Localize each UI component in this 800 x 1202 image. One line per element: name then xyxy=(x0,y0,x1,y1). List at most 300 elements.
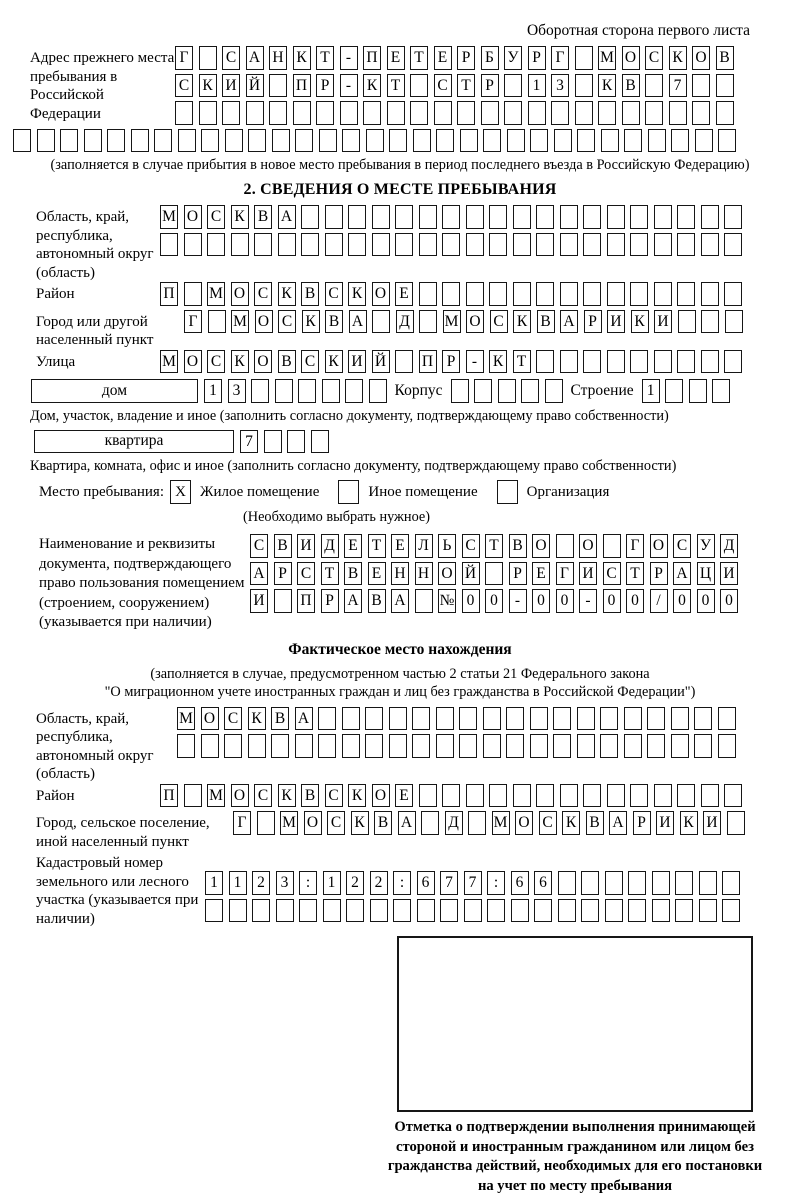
char-box[interactable]: 0 xyxy=(485,589,503,613)
char-box[interactable]: М xyxy=(207,784,225,808)
char-box[interactable] xyxy=(177,734,195,758)
char-box[interactable] xyxy=(556,534,574,558)
char-box[interactable] xyxy=(483,707,501,731)
char-box[interactable]: О xyxy=(532,534,550,558)
char-box[interactable]: Т xyxy=(513,350,531,374)
char-box[interactable]: Т xyxy=(368,534,386,558)
char-box[interactable] xyxy=(451,379,469,403)
char-box[interactable] xyxy=(389,734,407,758)
char-box[interactable] xyxy=(483,129,501,153)
char-box[interactable] xyxy=(647,707,665,731)
char-box[interactable]: А xyxy=(295,707,313,731)
char-box[interactable]: К xyxy=(513,310,531,334)
char-box[interactable] xyxy=(207,233,225,257)
char-box[interactable] xyxy=(701,350,719,374)
char-box[interactable] xyxy=(412,734,430,758)
char-box[interactable] xyxy=(365,707,383,731)
char-box[interactable]: 6 xyxy=(534,871,552,895)
char-box[interactable] xyxy=(481,101,499,125)
char-box[interactable] xyxy=(725,310,743,334)
char-box[interactable] xyxy=(222,101,240,125)
char-box[interactable]: О xyxy=(184,350,202,374)
char-box[interactable]: - xyxy=(579,589,597,613)
char-box[interactable]: 3 xyxy=(228,379,246,403)
char-box[interactable] xyxy=(413,129,431,153)
char-box[interactable] xyxy=(316,101,334,125)
char-box[interactable] xyxy=(412,707,430,731)
char-box[interactable] xyxy=(689,379,707,403)
char-box[interactable]: С xyxy=(434,74,452,98)
char-box[interactable] xyxy=(506,707,524,731)
char-box[interactable] xyxy=(60,129,78,153)
char-box[interactable]: О xyxy=(372,282,390,306)
stay-type-checkbox-residential[interactable]: X xyxy=(170,480,191,504)
char-box[interactable]: О xyxy=(515,811,533,835)
char-box[interactable] xyxy=(342,707,360,731)
char-box[interactable]: М xyxy=(177,707,195,731)
char-box[interactable] xyxy=(506,734,524,758)
char-box[interactable]: А xyxy=(278,205,296,229)
char-box[interactable] xyxy=(536,233,554,257)
char-box[interactable]: Г xyxy=(626,534,644,558)
char-box[interactable]: Р xyxy=(321,589,339,613)
char-box[interactable]: 0 xyxy=(626,589,644,613)
char-box[interactable]: О xyxy=(438,562,456,586)
char-box[interactable]: В xyxy=(278,350,296,374)
char-box[interactable]: А xyxy=(398,811,416,835)
char-box[interactable] xyxy=(389,707,407,731)
char-box[interactable]: В xyxy=(537,310,555,334)
char-box[interactable]: И xyxy=(222,74,240,98)
char-box[interactable]: Р xyxy=(316,74,334,98)
char-box[interactable] xyxy=(417,899,435,923)
char-box[interactable] xyxy=(395,205,413,229)
char-box[interactable] xyxy=(513,282,531,306)
char-box[interactable] xyxy=(654,282,672,306)
char-box[interactable]: П xyxy=(419,350,437,374)
char-box[interactable] xyxy=(201,129,219,153)
char-box[interactable]: К xyxy=(348,282,366,306)
char-box[interactable]: Д xyxy=(321,534,339,558)
char-box[interactable]: М xyxy=(231,310,249,334)
char-box[interactable]: Е xyxy=(434,46,452,70)
char-box[interactable] xyxy=(624,707,642,731)
char-box[interactable] xyxy=(536,282,554,306)
char-box[interactable]: И xyxy=(250,589,268,613)
char-box[interactable] xyxy=(231,233,249,257)
char-box[interactable] xyxy=(530,707,548,731)
char-box[interactable] xyxy=(271,734,289,758)
char-box[interactable] xyxy=(630,350,648,374)
char-box[interactable] xyxy=(487,899,505,923)
char-box[interactable]: К xyxy=(302,310,320,334)
char-box[interactable] xyxy=(229,899,247,923)
char-box[interactable] xyxy=(583,205,601,229)
char-box[interactable]: 0 xyxy=(532,589,550,613)
char-box[interactable] xyxy=(287,430,305,454)
char-box[interactable] xyxy=(545,379,563,403)
char-box[interactable] xyxy=(513,784,531,808)
char-box[interactable]: 0 xyxy=(462,589,480,613)
char-box[interactable] xyxy=(677,233,695,257)
char-box[interactable]: П xyxy=(363,46,381,70)
char-box[interactable] xyxy=(630,233,648,257)
char-box[interactable]: В xyxy=(271,707,289,731)
char-box[interactable]: Г xyxy=(175,46,193,70)
char-box[interactable]: С xyxy=(325,784,343,808)
char-box[interactable]: Е xyxy=(344,534,362,558)
char-box[interactable] xyxy=(694,734,712,758)
char-box[interactable]: 0 xyxy=(603,589,621,613)
char-box[interactable] xyxy=(131,129,149,153)
char-box[interactable]: В xyxy=(301,282,319,306)
char-box[interactable]: Е xyxy=(391,534,409,558)
char-box[interactable]: М xyxy=(280,811,298,835)
char-box[interactable]: О xyxy=(372,784,390,808)
char-box[interactable] xyxy=(442,205,460,229)
char-box[interactable] xyxy=(581,871,599,895)
char-box[interactable] xyxy=(692,101,710,125)
char-box[interactable] xyxy=(468,811,486,835)
char-box[interactable] xyxy=(628,899,646,923)
char-box[interactable]: Р xyxy=(442,350,460,374)
char-box[interactable] xyxy=(671,734,689,758)
char-box[interactable]: В xyxy=(301,784,319,808)
char-box[interactable] xyxy=(507,129,525,153)
char-box[interactable] xyxy=(459,707,477,731)
char-box[interactable]: Е xyxy=(387,46,405,70)
char-box[interactable] xyxy=(436,707,454,731)
char-box[interactable] xyxy=(624,734,642,758)
char-box[interactable]: Б xyxy=(481,46,499,70)
char-box[interactable] xyxy=(504,74,522,98)
char-box[interactable] xyxy=(342,734,360,758)
char-box[interactable] xyxy=(319,129,337,153)
char-box[interactable] xyxy=(37,129,55,153)
char-box[interactable]: 3 xyxy=(276,871,294,895)
char-box[interactable] xyxy=(727,811,745,835)
char-box[interactable]: С xyxy=(327,811,345,835)
char-box[interactable] xyxy=(278,233,296,257)
char-box[interactable] xyxy=(184,233,202,257)
char-box[interactable] xyxy=(598,101,616,125)
char-box[interactable]: Г xyxy=(233,811,251,835)
char-box[interactable] xyxy=(257,811,275,835)
char-box[interactable] xyxy=(498,379,516,403)
char-box[interactable] xyxy=(372,205,390,229)
char-box[interactable]: Е xyxy=(395,784,413,808)
char-box[interactable] xyxy=(372,233,390,257)
char-box[interactable]: Г xyxy=(551,46,569,70)
char-box[interactable] xyxy=(372,310,390,334)
char-box[interactable] xyxy=(269,74,287,98)
char-box[interactable]: О xyxy=(184,205,202,229)
char-box[interactable] xyxy=(654,350,672,374)
char-box[interactable]: К xyxy=(231,350,249,374)
char-box[interactable] xyxy=(199,46,217,70)
char-box[interactable] xyxy=(560,233,578,257)
char-box[interactable]: : xyxy=(393,871,411,895)
char-box[interactable]: Й xyxy=(462,562,480,586)
char-box[interactable]: В xyxy=(344,562,362,586)
char-box[interactable]: 0 xyxy=(673,589,691,613)
char-box[interactable] xyxy=(605,871,623,895)
char-box[interactable]: - xyxy=(340,46,358,70)
char-box[interactable]: 1 xyxy=(642,379,660,403)
char-box[interactable]: С xyxy=(254,282,272,306)
char-box[interactable] xyxy=(581,899,599,923)
char-box[interactable] xyxy=(342,129,360,153)
char-box[interactable] xyxy=(560,282,578,306)
char-box[interactable] xyxy=(724,282,742,306)
char-box[interactable] xyxy=(536,205,554,229)
char-box[interactable] xyxy=(712,379,730,403)
char-box[interactable]: С xyxy=(175,74,193,98)
char-box[interactable] xyxy=(536,350,554,374)
char-box[interactable] xyxy=(718,734,736,758)
char-box[interactable]: Н xyxy=(415,562,433,586)
char-box[interactable] xyxy=(583,350,601,374)
char-box[interactable] xyxy=(395,350,413,374)
char-box[interactable] xyxy=(607,350,625,374)
char-box[interactable]: Е xyxy=(532,562,550,586)
char-box[interactable]: В xyxy=(586,811,604,835)
char-box[interactable]: К xyxy=(248,707,266,731)
char-box[interactable] xyxy=(485,562,503,586)
char-box[interactable] xyxy=(293,101,311,125)
char-box[interactable]: О xyxy=(231,282,249,306)
char-box[interactable] xyxy=(718,707,736,731)
char-box[interactable] xyxy=(325,233,343,257)
char-box[interactable]: С xyxy=(207,350,225,374)
char-box[interactable]: - xyxy=(466,350,484,374)
char-box[interactable]: С xyxy=(325,282,343,306)
char-box[interactable]: Д xyxy=(720,534,738,558)
char-box[interactable]: К xyxy=(199,74,217,98)
char-box[interactable] xyxy=(716,74,734,98)
char-box[interactable] xyxy=(677,784,695,808)
char-box[interactable] xyxy=(583,784,601,808)
stay-type-checkbox-organization[interactable] xyxy=(497,480,518,504)
char-box[interactable] xyxy=(275,379,293,403)
char-box[interactable]: : xyxy=(299,871,317,895)
char-box[interactable] xyxy=(295,734,313,758)
char-box[interactable]: М xyxy=(160,350,178,374)
char-box[interactable]: О xyxy=(254,350,272,374)
char-box[interactable] xyxy=(701,784,719,808)
char-box[interactable] xyxy=(274,589,292,613)
char-box[interactable]: Р xyxy=(633,811,651,835)
char-box[interactable] xyxy=(558,899,576,923)
char-box[interactable]: П xyxy=(160,282,178,306)
char-box[interactable]: 1 xyxy=(323,871,341,895)
char-box[interactable] xyxy=(410,101,428,125)
char-box[interactable] xyxy=(323,899,341,923)
char-box[interactable] xyxy=(107,129,125,153)
char-box[interactable]: О xyxy=(650,534,668,558)
char-box[interactable]: Г xyxy=(184,310,202,334)
char-box[interactable]: Н xyxy=(269,46,287,70)
char-box[interactable] xyxy=(311,430,329,454)
char-box[interactable]: Р xyxy=(457,46,475,70)
char-box[interactable] xyxy=(724,784,742,808)
char-box[interactable] xyxy=(318,734,336,758)
char-box[interactable]: - xyxy=(340,74,358,98)
char-box[interactable]: П xyxy=(297,589,315,613)
char-box[interactable] xyxy=(622,101,640,125)
char-box[interactable]: О xyxy=(255,310,273,334)
char-box[interactable] xyxy=(722,899,740,923)
char-box[interactable] xyxy=(299,899,317,923)
char-box[interactable] xyxy=(225,129,243,153)
char-box[interactable] xyxy=(184,282,202,306)
char-box[interactable] xyxy=(724,350,742,374)
char-box[interactable]: И xyxy=(656,811,674,835)
char-box[interactable]: А xyxy=(560,310,578,334)
char-box[interactable] xyxy=(551,101,569,125)
char-box[interactable]: И xyxy=(297,534,315,558)
char-box[interactable] xyxy=(370,899,388,923)
char-box[interactable] xyxy=(521,379,539,403)
char-box[interactable] xyxy=(466,205,484,229)
char-box[interactable] xyxy=(607,784,625,808)
char-box[interactable] xyxy=(276,899,294,923)
char-box[interactable]: С xyxy=(254,784,272,808)
char-box[interactable] xyxy=(419,310,437,334)
char-box[interactable] xyxy=(528,101,546,125)
char-box[interactable] xyxy=(583,282,601,306)
char-box[interactable] xyxy=(677,350,695,374)
char-box[interactable] xyxy=(489,233,507,257)
char-box[interactable]: У xyxy=(504,46,522,70)
char-box[interactable]: Р xyxy=(509,562,527,586)
char-box[interactable]: М xyxy=(160,205,178,229)
char-box[interactable]: В xyxy=(325,310,343,334)
char-box[interactable]: И xyxy=(703,811,721,835)
char-box[interactable] xyxy=(436,734,454,758)
char-box[interactable] xyxy=(671,129,689,153)
char-box[interactable] xyxy=(536,784,554,808)
char-box[interactable] xyxy=(442,784,460,808)
char-box[interactable]: Г xyxy=(556,562,574,586)
char-box[interactable] xyxy=(254,233,272,257)
char-box[interactable]: А xyxy=(246,46,264,70)
char-box[interactable]: 7 xyxy=(440,871,458,895)
char-box[interactable]: Т xyxy=(626,562,644,586)
char-box[interactable]: Т xyxy=(316,46,334,70)
char-box[interactable] xyxy=(322,379,340,403)
char-box[interactable] xyxy=(577,129,595,153)
char-box[interactable] xyxy=(489,205,507,229)
char-box[interactable] xyxy=(511,899,529,923)
char-box[interactable] xyxy=(419,784,437,808)
char-box[interactable] xyxy=(699,871,717,895)
char-box[interactable] xyxy=(553,734,571,758)
char-box[interactable] xyxy=(694,707,712,731)
char-box[interactable]: В xyxy=(509,534,527,558)
char-box[interactable]: К xyxy=(562,811,580,835)
char-box[interactable] xyxy=(560,784,578,808)
char-box[interactable]: К xyxy=(278,784,296,808)
char-box[interactable]: С xyxy=(462,534,480,558)
char-box[interactable]: Р xyxy=(584,310,602,334)
char-box[interactable]: Й xyxy=(246,74,264,98)
char-box[interactable]: Л xyxy=(415,534,433,558)
char-box[interactable]: В xyxy=(254,205,272,229)
char-box[interactable]: В xyxy=(716,46,734,70)
char-box[interactable]: К xyxy=(293,46,311,70)
char-box[interactable] xyxy=(671,707,689,731)
char-box[interactable]: М xyxy=(492,811,510,835)
char-box[interactable]: С xyxy=(207,205,225,229)
char-box[interactable]: И xyxy=(720,562,738,586)
char-box[interactable] xyxy=(652,899,670,923)
char-box[interactable] xyxy=(460,129,478,153)
char-box[interactable]: О xyxy=(692,46,710,70)
char-box[interactable] xyxy=(722,871,740,895)
char-box[interactable] xyxy=(560,350,578,374)
char-box[interactable] xyxy=(175,101,193,125)
char-box[interactable] xyxy=(13,129,31,153)
char-box[interactable]: 0 xyxy=(720,589,738,613)
char-box[interactable] xyxy=(269,101,287,125)
char-box[interactable] xyxy=(348,205,366,229)
char-box[interactable] xyxy=(459,734,477,758)
char-box[interactable]: У xyxy=(697,534,715,558)
char-box[interactable]: О xyxy=(304,811,322,835)
char-box[interactable]: А xyxy=(344,589,362,613)
char-box[interactable] xyxy=(251,379,269,403)
char-box[interactable] xyxy=(603,534,621,558)
char-box[interactable]: К xyxy=(351,811,369,835)
char-box[interactable] xyxy=(301,233,319,257)
char-box[interactable] xyxy=(630,282,648,306)
char-box[interactable]: П xyxy=(160,784,178,808)
char-box[interactable]: И xyxy=(654,310,672,334)
char-box[interactable] xyxy=(340,101,358,125)
char-box[interactable] xyxy=(560,205,578,229)
char-box[interactable] xyxy=(645,101,663,125)
char-box[interactable] xyxy=(699,899,717,923)
char-box[interactable]: С xyxy=(673,534,691,558)
char-box[interactable]: К xyxy=(231,205,249,229)
char-box[interactable]: О xyxy=(201,707,219,731)
char-box[interactable] xyxy=(607,282,625,306)
char-box[interactable] xyxy=(201,734,219,758)
char-box[interactable] xyxy=(264,430,282,454)
char-box[interactable]: В xyxy=(622,74,640,98)
char-box[interactable]: В xyxy=(374,811,392,835)
char-box[interactable]: И xyxy=(348,350,366,374)
char-box[interactable]: К xyxy=(489,350,507,374)
char-box[interactable]: 3 xyxy=(551,74,569,98)
char-box[interactable] xyxy=(365,734,383,758)
char-box[interactable]: К xyxy=(680,811,698,835)
char-box[interactable] xyxy=(248,129,266,153)
char-box[interactable] xyxy=(178,129,196,153)
char-box[interactable] xyxy=(154,129,172,153)
char-box[interactable]: Р xyxy=(650,562,668,586)
char-box[interactable] xyxy=(348,233,366,257)
char-box[interactable] xyxy=(716,101,734,125)
char-box[interactable]: С xyxy=(222,46,240,70)
char-box[interactable] xyxy=(272,129,290,153)
char-box[interactable] xyxy=(605,899,623,923)
char-box[interactable] xyxy=(466,784,484,808)
char-box[interactable]: С xyxy=(297,562,315,586)
char-box[interactable]: 6 xyxy=(417,871,435,895)
char-box[interactable]: С xyxy=(250,534,268,558)
